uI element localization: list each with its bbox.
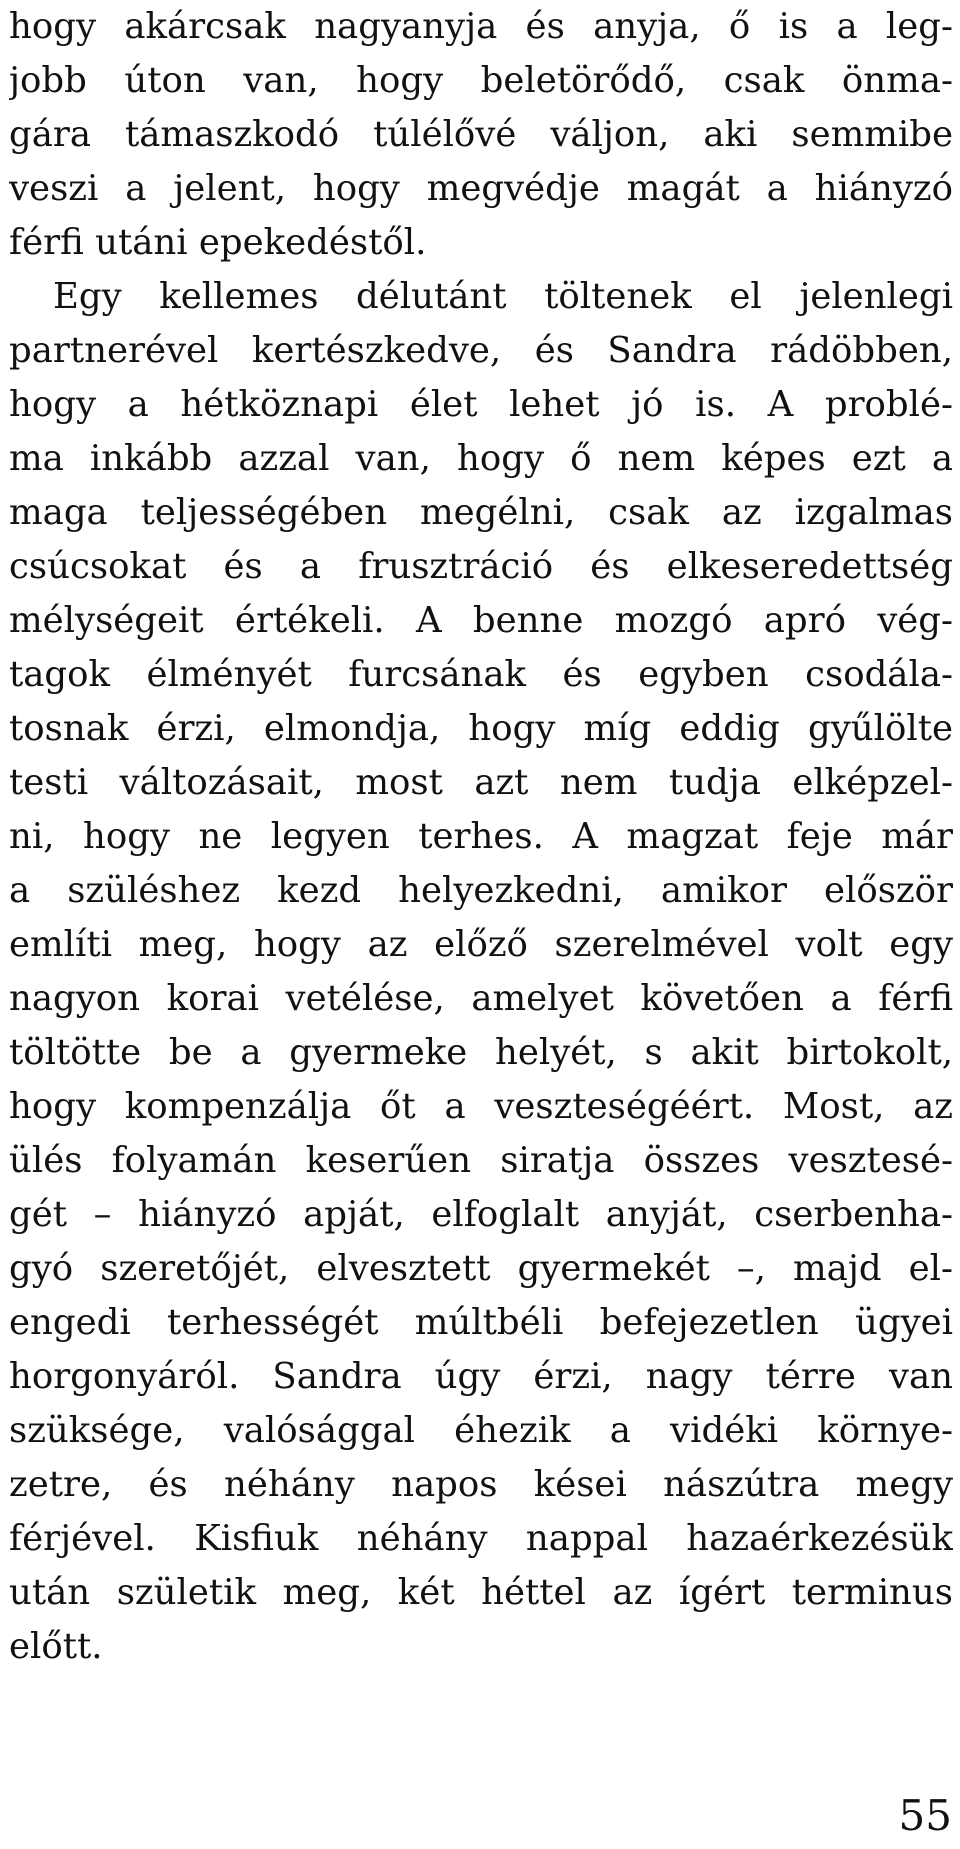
text-line: mélységeit értékeli. A benne mozgó apró vég- — [9, 600, 953, 641]
text-line: csúcsokat és a frusztráció és elkeseredettség — [9, 546, 953, 587]
text-line: ni, hogy ne legyen terhes. A magzat feje már — [9, 816, 953, 857]
text-line: férfi utáni epekedéstől. — [9, 222, 427, 263]
text-line: gét – hiányzó apját, elfoglalt anyját, cserbenha- — [9, 1194, 953, 1235]
text-line: zetre, és néhány napos kései nászútra megy — [9, 1464, 953, 1505]
text-line: Egy kellemes délutánt töltenek el jelenlegi — [53, 276, 953, 317]
text-line: tagok élményét furcsának és egyben csodála- — [9, 654, 953, 695]
text-line: férjével. Kisfiuk néhány nappal hazaérkezésük — [9, 1518, 953, 1559]
text-line: engedi terhességét múltbéli befejezetlen ügyei — [9, 1302, 953, 1343]
text-line: horgonyáról. Sandra úgy érzi, nagy térre van — [9, 1356, 953, 1397]
text-line: gára támaszkodó túlélővé váljon, aki semmibe — [9, 114, 953, 155]
body-text — [9, 0, 953, 1674]
text-line: után születik meg, két héttel az ígért terminus — [9, 1572, 953, 1613]
text-line: hogy a hétköznapi élet lehet jó is. A problé- — [9, 384, 953, 425]
text-line: testi változásait, most azt nem tudja elképzel- — [9, 762, 953, 803]
text-line: tosnak érzi, elmondja, hogy míg eddig gyűlölte — [9, 708, 953, 749]
text-line: maga teljességében megélni, csak az izgalmas — [9, 492, 953, 533]
text-line: veszi a jelent, hogy megvédje magát a hiányzó — [9, 168, 953, 209]
text-line: említi meg, hogy az előző szerelmével volt egy — [9, 924, 953, 965]
text-line: nagyon korai vetélése, amelyet követően a férfi — [9, 978, 953, 1019]
text-line: szüksége, valósággal éhezik a vidéki környe- — [9, 1410, 953, 1451]
text-line: hogy kompenzálja őt a veszteségéért. Most, az — [9, 1086, 953, 1127]
page-number: 55 — [898, 1791, 952, 1840]
text-line: partnerével kertészkedve, és Sandra rádöbben, — [9, 330, 953, 371]
text-line: jobb úton van, hogy beletörődő, csak önma- — [9, 60, 953, 101]
text-line: ülés folyamán keserűen siratja összes vesztesé- — [9, 1140, 953, 1181]
text-line: ma inkább azzal van, hogy ő nem képes ezt a — [9, 438, 953, 479]
text-line: előtt. — [9, 1626, 103, 1667]
text-line: hogy akárcsak nagyanyja és anyja, ő is a leg- — [9, 6, 953, 47]
text-line: töltötte be a gyermeke helyét, s akit birtokolt, — [9, 1032, 953, 1073]
text-line: gyó szeretőjét, elvesztett gyermekét –, majd el- — [9, 1248, 953, 1289]
text-line: a szüléshez kezd helyezkedni, amikor először — [9, 870, 953, 911]
